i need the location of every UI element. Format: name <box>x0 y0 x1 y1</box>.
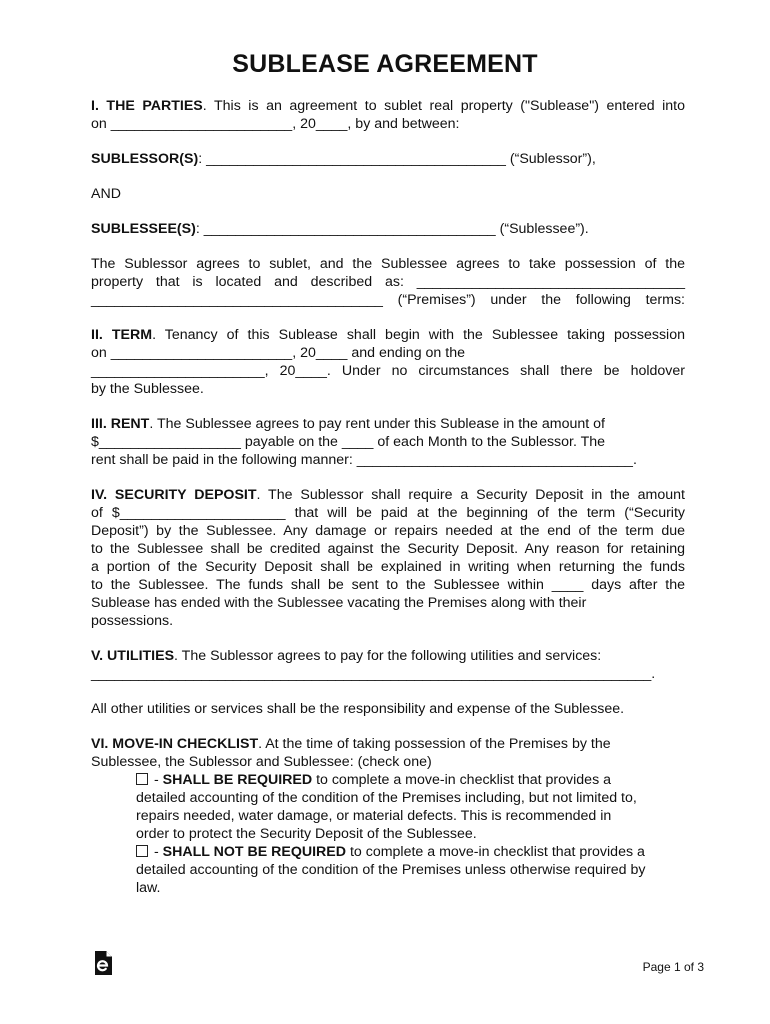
deposit-line-1: . The Sublessor shall require a Security Deposit in the amount <box>256 487 685 503</box>
option-required-label: SHALL BE REQUIRED <box>162 772 313 788</box>
section-term <box>91 326 685 398</box>
deposit-line-3: Deposit”) by the Sublessee. Any damage or repairs needed at the end of the term due <box>91 523 685 539</box>
sublessee-label: SUBLESSEE(S) <box>91 221 196 237</box>
section-sublessor <box>91 150 685 168</box>
term-line-2[interactable]: on _______________________, 20____ and ending on the <box>91 345 465 361</box>
section-utilities <box>91 647 685 683</box>
document-body <box>91 97 685 914</box>
document-title: SUBLEASE AGREEMENT <box>232 50 538 78</box>
premises-line-3[interactable]: _____________________________________ (“Premises”) under the following terms: <box>91 292 685 308</box>
term-line-3[interactable]: ______________________, 20____. Under no circumstances shall there be holdover <box>91 363 685 379</box>
and-text: AND <box>91 186 121 202</box>
section-security-deposit <box>91 486 685 630</box>
utilities-line-2[interactable]: _______________________________________________________________________. <box>91 666 656 682</box>
term-line-4: by the Sublessee. <box>91 381 204 397</box>
premises-line-1: The Sublessor agrees to sublet, and the Sublessee agrees to take possession of the <box>91 256 685 272</box>
checklist-line-1: . At the time of taking possession of the Premises by the <box>258 736 611 752</box>
deposit-line-8: possessions. <box>91 613 174 629</box>
deposit-line-7: Sublease has ended with the Sublessee vacating the Premises along with their <box>91 595 587 611</box>
utilities-other: All other utilities or services shall be the responsibility and expense of the Sublessee. <box>91 701 625 717</box>
page-number: Page 1 of 3 <box>642 960 704 974</box>
section-rent <box>91 415 685 469</box>
deposit-line-4: to the Sublessee shall be credited against the Security Deposit. Any reason for retaining <box>91 541 685 557</box>
sublessor-label: SUBLESSOR(S) <box>91 151 199 167</box>
sublessor-field[interactable]: : ______________________________________ (“Sublessor”), <box>198 151 596 167</box>
eforms-logo-icon <box>92 950 114 976</box>
deposit-heading: IV. SECURITY DEPOSIT <box>91 487 257 503</box>
parties-line-1: . This is an agreement to sublet real property ("Sublease") entered into <box>202 98 686 114</box>
deposit-line-6[interactable]: to the Sublessee. The funds shall be sent to the Sublessee within ____ days after the <box>91 577 685 593</box>
checklist-heading: VI. MOVE-IN CHECKLIST <box>91 736 259 752</box>
deposit-line-5: a portion of the Security Deposit shall be explained in writing when returning the funds <box>91 559 685 575</box>
section-parties <box>91 97 685 133</box>
option-not-required-label: SHALL NOT BE REQUIRED <box>162 844 347 860</box>
sublessee-field[interactable]: : _____________________________________ (“Sublessee”). <box>195 221 589 237</box>
checklist-option-not-required: - SHALL NOT BE REQUIRED to complete a move-in checklist that provides a detailed accounting of the condition of the Premises unless otherwise required by law. <box>136 844 646 896</box>
rent-line-3[interactable]: rent shall be paid in the following manner: ___________________________________. <box>91 452 637 468</box>
rent-line-1: . The Sublessee agrees to pay rent under this Sublease in the amount of <box>149 416 605 432</box>
term-heading: II. TERM <box>91 327 153 343</box>
section-premises <box>91 255 685 309</box>
utilities-line-1: . The Sublessor agrees to pay for the following utilities and services: <box>174 648 602 664</box>
deposit-line-2[interactable]: of $_____________________ that will be paid at the beginning of the term (“Security <box>91 505 685 521</box>
checkbox-shall-be-required[interactable] <box>136 773 148 785</box>
checkbox-shall-not-be-required[interactable] <box>136 845 148 857</box>
premises-line-2[interactable]: property that is located and described as: __________________________________ <box>91 274 685 290</box>
parties-line-2: on _______________________, 20____, by and between: <box>91 116 460 132</box>
section-move-in-checklist <box>91 735 685 897</box>
utilities-heading: V. UTILITIES <box>91 648 175 664</box>
parties-heading: I. THE PARTIES <box>91 98 203 114</box>
checklist-line-2: Sublessee, the Sublessor and Sublessee: (check one) <box>91 754 432 770</box>
rent-heading: III. RENT <box>91 416 150 432</box>
section-sublessee <box>91 220 685 238</box>
rent-line-2[interactable]: $__________________ payable on the ____ of each Month to the Sublessor. The <box>91 434 606 450</box>
checklist-option-required: - SHALL BE REQUIRED to complete a move-in checklist that provides a detailed accounting of the condition of the Premises including, but not limited to, repairs needed, water damage, or material defects. This is recommended in order to protect the Security Deposit of the Sublessee. <box>136 772 637 842</box>
term-line-1: . Tenancy of this Sublease shall begin with the Sublessee taking possession <box>152 327 685 343</box>
